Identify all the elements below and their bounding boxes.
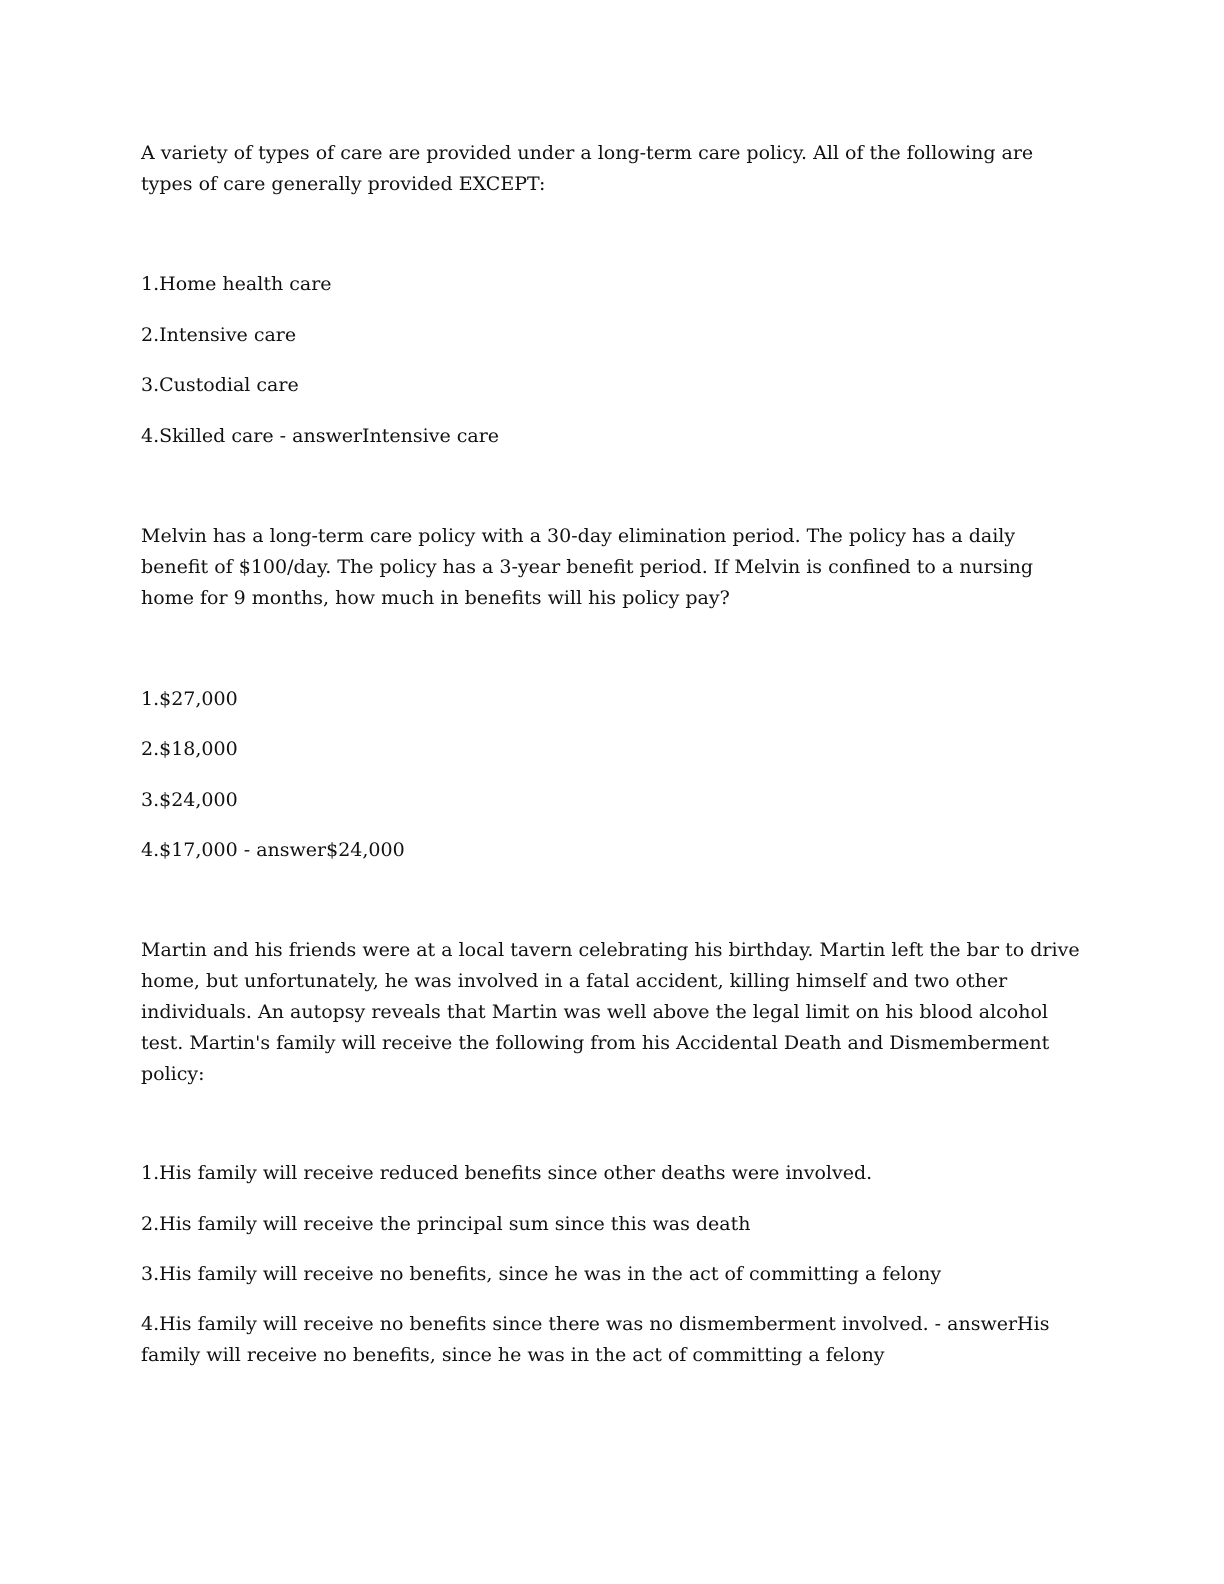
question-1-option-2: 2.Intensive care (141, 324, 297, 346)
question-3-text: Martin and his friends were at a local tavern celebrating his birthday. Martin left the bar to drive home, but unfortunately, he was involved in a fatal accident, killing himself and two other individuals. An autopsy reveals that Martin was well above the legal limit on his blood alcohol test. Martin's family will receive the following from his Accidental Death and Dismemberment policy: (141, 939, 1080, 1085)
question-1-option-3: 3.Custodial care (141, 374, 299, 396)
question-1-text: A variety of types of care are provided under a long-term care policy. All of the following are types of care generally provided EXCEPT: (141, 142, 1034, 195)
question-1-option-4: 4.Skilled care - answerIntensive care (141, 425, 500, 447)
question-2-option-3: 3.$24,000 (141, 789, 238, 811)
question-2-option-4: 4.$17,000 - answer$24,000 (141, 839, 405, 861)
question-1-option-1: 1.Home health care (141, 273, 332, 295)
question-3-option-2: 2.His family will receive the principal sum since this was death (141, 1213, 751, 1235)
question-2-option-2: 2.$18,000 (141, 738, 238, 760)
question-2-option-1: 1.$27,000 (141, 688, 238, 710)
question-3-option-3: 3.His family will receive no benefits, since he was in the act of committing a felony (141, 1263, 942, 1285)
question-3-option-1: 1.His family will receive reduced benefits since other deaths were involved. (141, 1162, 873, 1184)
question-2-text: Melvin has a long-term care policy with a 30-day elimination period. The policy has a daily benefit of $100/day. The policy has a 3-year benefit period. If Melvin is confined to a nursing home for 9 months, how much in benefits will his policy pay? (141, 525, 1034, 609)
question-3-option-4: 4.His family will receive no benefits since there was no dismemberment involved. - answerHis family will receive no benefits, since he was in the act of committing a felony (141, 1313, 1050, 1366)
